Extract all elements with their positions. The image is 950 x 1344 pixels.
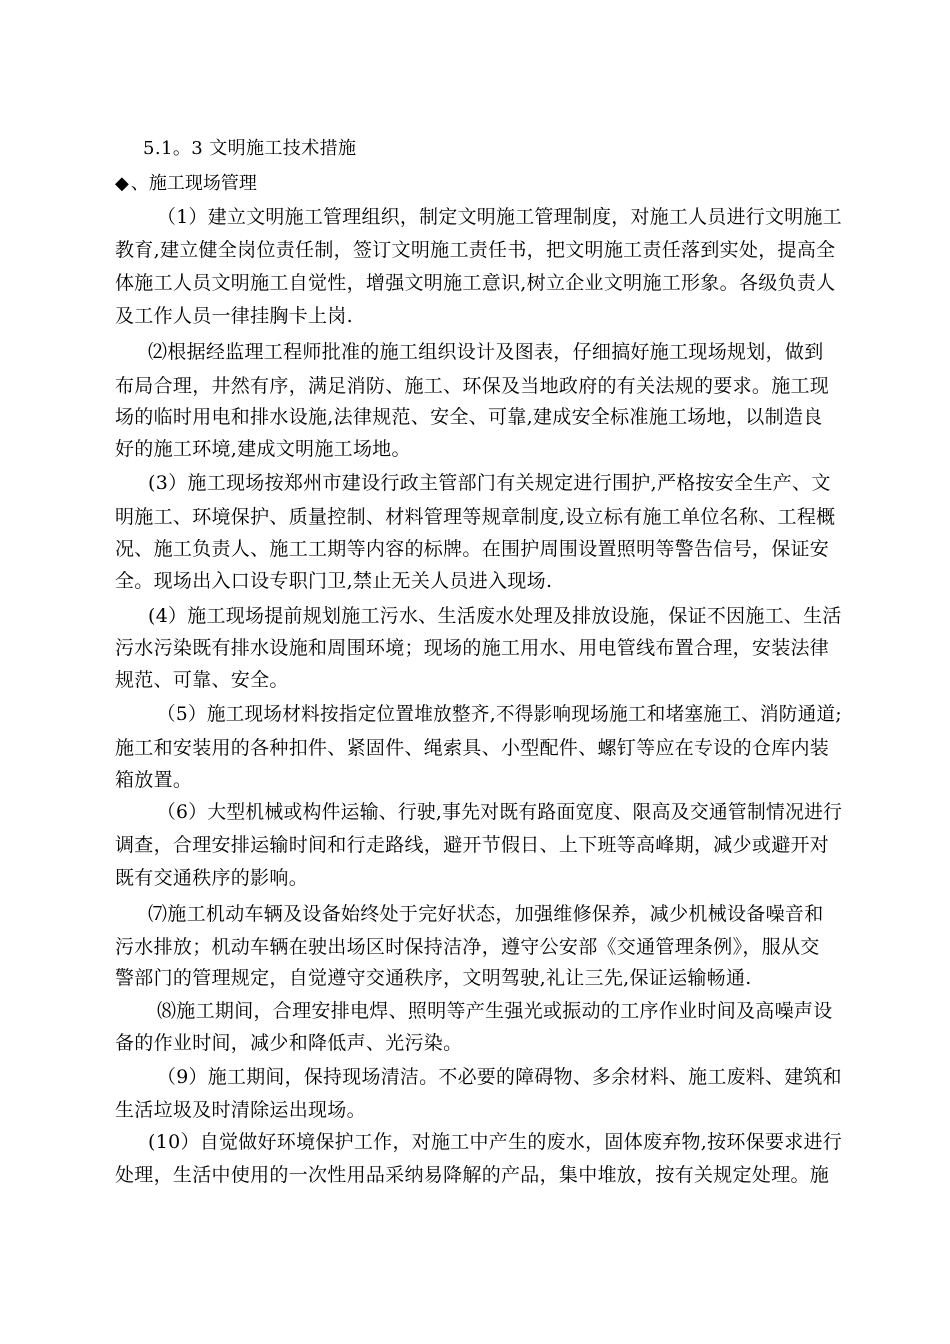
paragraph-line: 调查，合理安排运输时间和行走路线，避开节假日、上下班等高峰期，减少或避开对 xyxy=(115,834,830,856)
paragraph-line: ⑻施工期间，合理安排电焊、照明等产生强光或振动的工序作业时间及高噪声设 xyxy=(157,1000,833,1022)
paragraph-line: 场的临时用电和排水设施,法律规范、安全、可靠,建成安全标准施工场地，以制造良 xyxy=(115,406,823,428)
paragraph-line: 规范、可靠、安全。 xyxy=(115,669,289,691)
paragraph-line: 施工和安装用的各种扣件、紧固件、绳索具、小型配件、螺钉等应在专设的仓库内装 xyxy=(115,737,830,759)
section-heading: 5.1。3 文明施工技术措施 xyxy=(143,138,357,159)
paragraph-line: 好的施工环境,建成文明施工场地。 xyxy=(115,438,411,460)
paragraph-line: 布局合理，井然有序，满足消防、施工、环保及当地政府的有关法规的要求。施工现 xyxy=(115,375,830,397)
paragraph-line: ⑺施工机动车辆及设备始终处于完好状态，加强维修保养，减少机械设备噪音和 xyxy=(148,903,824,925)
paragraph-line: 生活垃圾及时清除运出现场。 xyxy=(115,1099,366,1121)
paragraph-line: 警部门的管理规定，自觉遵守交通秩序，文明驾驶,礼让三先,保证运输畅通. xyxy=(115,967,752,989)
paragraph-line: (10）自觉做好环境保护工作，对施工中产生的废水，固体废弃物,按环保要求进行 xyxy=(148,1131,843,1153)
paragraph-line: 处理，生活中使用的一次性用品采纳易降解的产品，集中堆放，按有关规定处理。施 xyxy=(115,1164,830,1186)
paragraph-line: (3）施工现场按郑州市建设行政主管部门有关规定进行围护,严格按安全生产、文 xyxy=(148,472,831,494)
paragraph-line: 教育,建立健全岗位责任制，签订文明施工责任书，把文明施工责任落到实处，提高全 xyxy=(115,239,836,261)
paragraph-line: （1）建立文明施工管理组织，制定文明施工管理制度，对施工人员进行文明施工 xyxy=(157,206,842,228)
paragraph-line: 全。现场出入口设专职门卫,禁止无关人员进入现场. xyxy=(115,570,553,592)
diamond-bullet-icon: ◆ xyxy=(115,173,129,194)
paragraph-line: (4）施工现场提前规划施工污水、生活废水处理及排放设施，保证不因施工、生活 xyxy=(148,605,842,627)
paragraph-line: 体施工人员文明施工自觉性，增强文明施工意识,树立企业文明施工形象。各级负责人 xyxy=(115,272,836,294)
paragraph-line: （6）大型机械或构件运输、行驶,事先对既有路面宽度、限高及交通管制情况进行 xyxy=(157,801,843,823)
paragraph-line: 既有交通秩序的影响。 xyxy=(115,867,309,889)
paragraph-line: ⑵根据经监理工程师批准的施工组织设计及图表，仔细搞好施工现场规划，做到 xyxy=(148,341,824,363)
subheading-text: 、施工现场管理 xyxy=(130,173,257,194)
paragraph-line: 及工作人员一律挂胸卡上岗. xyxy=(115,305,353,327)
paragraph-line: （9）施工期间，保持现场清洁。不必要的障碍物、多余材料、施工废料、建筑和 xyxy=(157,1066,842,1088)
paragraph-line: 况、施工负责人、施工工期等内容的标牌。在围护周围设置照明等警告信号，保证安 xyxy=(115,538,830,560)
paragraph-line: 箱放置。 xyxy=(115,769,193,791)
paragraph-line: （5）施工现场材料按指定位置堆放整齐,不得影响现场施工和堵塞施工、消防通道; xyxy=(157,703,842,725)
paragraph-line: 明施工、环境保护、质量控制、材料管理等规章制度,设立标有施工单位名称、工程概 xyxy=(115,506,836,528)
subheading xyxy=(115,172,257,196)
paragraph-line: 污水污染既有排水设施和周围环境；现场的施工用水、用电管线布置合理，安装法律 xyxy=(115,637,830,659)
paragraph-line: 污水排放；机动车辆在驶出场区时保持洁净，遵守公安部《交通管理条例》，服从交 xyxy=(115,936,820,958)
paragraph-line: 备的作业时间，减少和降低声、光污染。 xyxy=(115,1032,463,1054)
